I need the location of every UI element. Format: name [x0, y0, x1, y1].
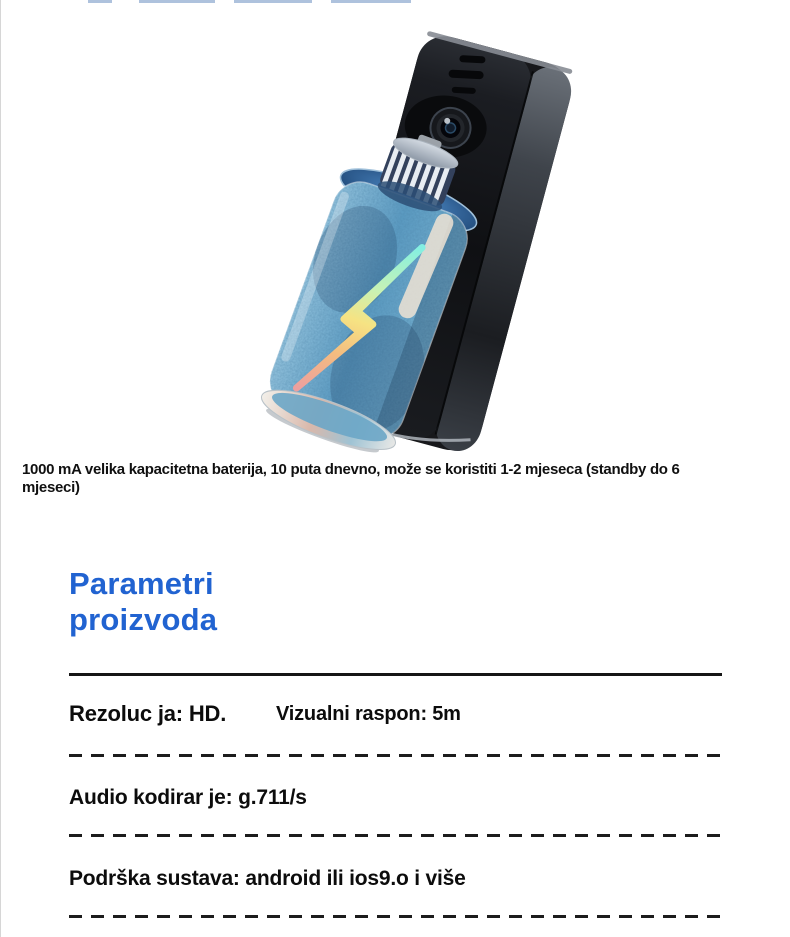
spec-row-audio: Audio kodirar je: g.711/s [69, 786, 307, 809]
top-edge-tab-remnant[interactable] [88, 0, 112, 3]
battery-caption [22, 461, 770, 496]
dashed-divider [69, 834, 722, 837]
spec-visual-range-label: Vizualni raspon: 5m [276, 703, 461, 725]
spec-resolution-label: Rezoluc ja: HD. [69, 701, 227, 726]
product-photo [229, 28, 649, 458]
solid-divider [69, 673, 722, 676]
caption-line: 1000 mA velika kapacitetna baterija, 10 puta dnevno, može se koristiti 1-2 mjeseca (standby do 6 [22, 461, 680, 478]
dashed-divider [69, 754, 722, 757]
top-edge-tab-remnant[interactable] [331, 0, 411, 3]
top-edge-tab-remnant[interactable] [139, 0, 215, 3]
caption-line: mjeseci) [22, 478, 80, 496]
section-title: Parametri proizvoda [69, 566, 218, 637]
top-edge-tab-remnant[interactable] [234, 0, 312, 3]
spec-row-resolution [69, 701, 461, 727]
spec-row-system: Podrška sustava: android ili ios9.o i više [69, 867, 466, 890]
dashed-divider [69, 915, 722, 918]
